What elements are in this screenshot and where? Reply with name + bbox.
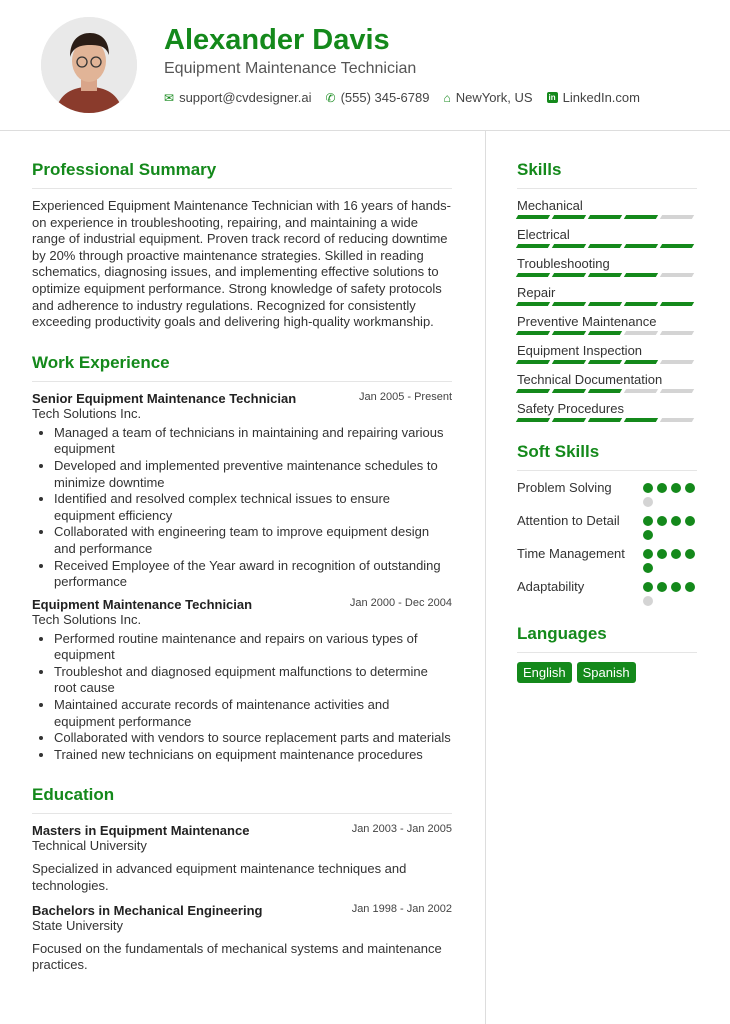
envelope-icon: ✉ — [164, 90, 175, 105]
soft-skill-rating — [643, 480, 697, 507]
soft-skill-row — [517, 546, 697, 573]
education-entry — [32, 823, 452, 894]
education-section — [32, 785, 452, 973]
candidate-name: Alexander Davis — [164, 24, 390, 56]
language-badge: English — [517, 662, 572, 683]
skill-name: Technical Documentation — [517, 372, 663, 387]
skill-level-segment — [660, 418, 694, 422]
soft-skill-name: Adaptability — [517, 579, 585, 594]
contact-location — [443, 90, 532, 105]
section-heading: Languages — [517, 624, 697, 653]
skill-level-bar — [517, 244, 697, 248]
experience-section — [32, 353, 452, 764]
soft-skills-section — [517, 442, 697, 606]
rating-dot — [643, 596, 653, 606]
skill-level-bar — [517, 215, 697, 219]
education-description: Specialized in advanced equipment maintenance techniques and technologies. — [32, 861, 407, 894]
skill-level-segment — [516, 302, 550, 306]
column-divider — [485, 131, 486, 1024]
skill-level-segment — [588, 273, 622, 277]
linkedin-text: LinkedIn.com — [562, 90, 640, 105]
skill-name: Mechanical — [517, 198, 583, 213]
skill-level-segment — [660, 244, 694, 248]
degree: Masters in Equipment Maintenance — [32, 823, 250, 839]
rating-dot — [671, 483, 681, 493]
rating-dot — [643, 483, 653, 493]
skill-level-segment — [552, 331, 586, 335]
skill-level-segment — [660, 302, 694, 306]
rating-dot — [685, 483, 695, 493]
education-date: Jan 1998 - Jan 2002 — [351, 902, 452, 915]
skill-level-segment — [588, 331, 622, 335]
location-text: NewYork, US — [455, 90, 533, 105]
languages-section — [517, 624, 697, 683]
bullet-item: • Identified and resolved complex technical issues to ensure equipment efficiency — [54, 491, 452, 524]
skills-section — [517, 160, 697, 422]
rating-dot — [685, 582, 695, 592]
soft-skill-name: Problem Solving — [517, 480, 612, 495]
bullet-list — [32, 631, 452, 764]
skill-level-segment — [624, 331, 658, 335]
skill-level-segment — [624, 389, 658, 393]
home-icon: ⌂ — [443, 90, 451, 105]
skill-level-segment — [588, 360, 622, 364]
school-name: State University — [32, 917, 124, 933]
contact-linkedin[interactable] — [547, 90, 640, 105]
job-title: Senior Equipment Maintenance Technician — [32, 390, 297, 406]
skill-level-bar — [517, 273, 697, 277]
main-column — [32, 160, 452, 996]
job-title: Equipment Maintenance Technician — [32, 596, 253, 612]
skill-level-segment — [660, 360, 694, 364]
skill-level-segment — [516, 331, 550, 335]
school-name: Technical University — [32, 838, 147, 854]
bullet-item: • Collaborated with engineering team to improve equipment design and performance — [54, 524, 452, 557]
avatar — [41, 17, 137, 113]
skill-level-segment — [516, 244, 550, 248]
soft-skill-row — [517, 480, 697, 507]
rating-dot — [685, 549, 695, 559]
contact-phone[interactable] — [326, 90, 430, 105]
rating-dot — [643, 516, 653, 526]
bullet-item: • Maintained accurate records of maintenance activities and equipment performance — [54, 697, 452, 730]
rating-dot — [671, 549, 681, 559]
skill-level-segment — [588, 215, 622, 219]
section-heading: Work Experience — [32, 353, 452, 382]
job-entry — [32, 597, 452, 764]
skill-level-segment — [588, 302, 622, 306]
soft-skill-name: Time Management — [517, 546, 625, 561]
job-header — [32, 597, 452, 612]
bullet-item: • Managed a team of technicians in maintaining and repairing various equipment — [54, 425, 452, 458]
skill-name: Preventive Maintenance — [517, 314, 657, 329]
bullet-item: • Troubleshot and diagnosed equipment malfunctions to determine root cause — [54, 664, 452, 697]
skill-level-segment — [624, 302, 658, 306]
soft-skill-rating — [643, 546, 697, 573]
skill-level-segment — [624, 273, 658, 277]
education-header — [32, 823, 452, 838]
phone-text: (555) 345-6789 — [340, 90, 430, 105]
rating-dot — [643, 497, 653, 507]
skill-level-bar — [517, 360, 697, 364]
skill-level-segment — [552, 360, 586, 364]
job-header — [32, 391, 452, 406]
skill-level-segment — [516, 418, 550, 422]
skill-level-bar — [517, 302, 697, 306]
company-name: Tech Solutions Inc. — [32, 611, 142, 627]
bullet-item: • Collaborated with vendors to source replacement parts and materials — [54, 730, 452, 747]
section-heading: Soft Skills — [517, 442, 697, 471]
bullet-item: • Received Employee of the Year award in recognition of outstanding performance — [54, 558, 452, 591]
rating-dot — [643, 549, 653, 559]
skill-name: Electrical — [517, 227, 570, 242]
rating-dot — [643, 563, 653, 573]
skill-level-bar — [517, 389, 697, 393]
section-heading: Professional Summary — [32, 160, 452, 189]
rating-dot — [671, 516, 681, 526]
skill-level-bar — [517, 331, 697, 335]
skill-level-segment — [552, 418, 586, 422]
skill-level-segment — [624, 244, 658, 248]
skill-level-segment — [552, 389, 586, 393]
contact-email[interactable] — [164, 90, 312, 105]
skill-level-segment — [624, 418, 658, 422]
skill-level-segment — [588, 389, 622, 393]
language-badge: Spanish — [577, 662, 636, 683]
bullet-item: • Performed routine maintenance and repairs on various types of equipment — [54, 631, 452, 664]
job-title: Equipment Maintenance Technician — [164, 60, 417, 77]
education-description: Focused on the fundamentals of mechanical systems and maintenance practices. — [32, 940, 442, 973]
rating-dot — [643, 530, 653, 540]
sidebar-column — [517, 160, 697, 705]
skill-level-segment — [588, 418, 622, 422]
skill-level-segment — [624, 360, 658, 364]
summary-text: Experienced Equipment Maintenance Technician with 16 years of hands-on experience in troubleshooting, repairing, and maintaining a wide range of industrial equipment. Proven track record of reducing downtime by 20% through proactive maintenance strategies. Skilled in reading schematics, diagnosing issues, and implementing effective solutions to optimize equipment performance. Strong knowledge of safety protocols and adherence to industry regulations. Recognized for consistently exceeding productivity goals and delivering high-quality workmanship. — [32, 198, 451, 330]
skill-level-segment — [552, 215, 586, 219]
skill-level-bar — [517, 418, 697, 422]
skill-level-segment — [588, 244, 622, 248]
skill-level-segment — [516, 389, 550, 393]
job-entry — [32, 391, 452, 591]
skill-level-segment — [516, 360, 550, 364]
education-entry — [32, 903, 452, 974]
skill-level-segment — [660, 215, 694, 219]
rating-dot — [657, 483, 667, 493]
rating-dot — [685, 516, 695, 526]
skill-name: Repair — [517, 285, 556, 300]
job-date: Jan 2005 - Present — [359, 390, 452, 403]
section-heading: Skills — [517, 160, 697, 189]
rating-dot — [657, 549, 667, 559]
rating-dot — [657, 516, 667, 526]
education-header — [32, 903, 452, 918]
linkedin-icon: in — [548, 93, 556, 102]
bullet-list — [32, 425, 452, 591]
skill-level-segment — [660, 389, 694, 393]
soft-skill-rating — [643, 513, 697, 540]
email-text: support@cvdesigner.ai — [179, 90, 312, 105]
skill-level-segment — [552, 302, 586, 306]
phone-icon: ✆ — [325, 90, 336, 105]
job-date: Jan 2000 - Dec 2004 — [349, 596, 452, 609]
skill-level-segment — [660, 331, 694, 335]
rating-dot — [657, 582, 667, 592]
degree: Bachelors in Mechanical Engineering — [32, 902, 263, 918]
rating-dot — [671, 582, 681, 592]
skill-name: Troubleshooting — [517, 256, 610, 271]
bullet-item: • Developed and implemented preventive maintenance schedules to minimize downtime — [54, 458, 452, 491]
skill-level-segment — [552, 244, 586, 248]
soft-skill-rating — [643, 579, 697, 606]
skill-level-segment — [552, 273, 586, 277]
soft-skill-row — [517, 513, 697, 540]
header — [0, 0, 730, 131]
skill-level-segment — [660, 273, 694, 277]
contact-list — [164, 90, 640, 105]
skill-name: Equipment Inspection — [517, 343, 643, 358]
bullet-item: • Trained new technicians on equipment maintenance procedures — [54, 747, 452, 764]
skill-level-segment — [624, 215, 658, 219]
rating-dot — [643, 582, 653, 592]
skill-level-segment — [516, 273, 550, 277]
section-heading: Education — [32, 785, 452, 814]
skill-level-segment — [516, 215, 550, 219]
company-name: Tech Solutions Inc. — [32, 405, 142, 421]
soft-skill-row — [517, 579, 697, 606]
education-date: Jan 2003 - Jan 2005 — [351, 823, 452, 836]
soft-skill-name: Attention to Detail — [517, 513, 620, 528]
skill-name: Safety Procedures — [517, 401, 624, 416]
summary-section — [32, 160, 452, 331]
